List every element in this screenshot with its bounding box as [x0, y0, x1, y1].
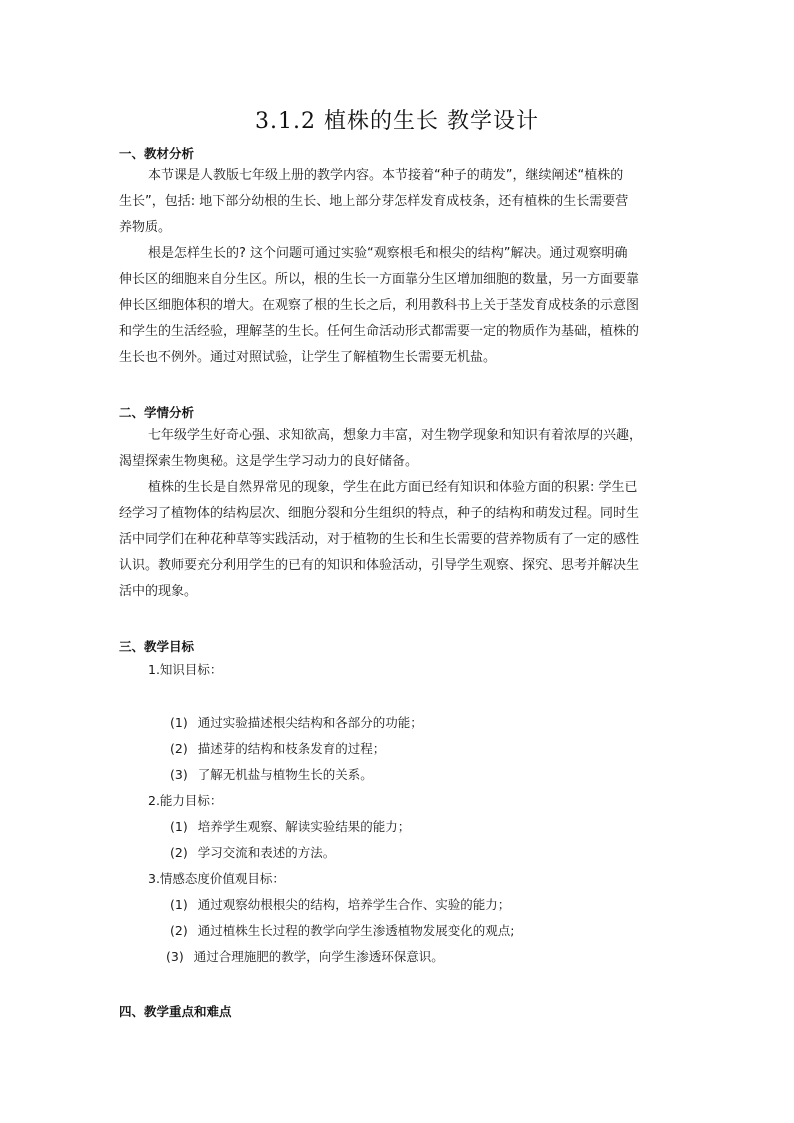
goal-list-item: [170, 897, 510, 913]
item-number: (1): [170, 897, 188, 912]
paragraph-line: 七年级学生好奇心强、求知欲高，想象力丰富，对生物学现象和知识有着浓厚的兴趣，: [148, 428, 643, 443]
paragraph-line: 生长”，包括: 地下部分幼根的生长、地上部分芽怎样发育成枝条，还有植株的生长需要营: [119, 194, 629, 209]
item-number: (2): [170, 923, 188, 938]
goal-list-item: [170, 767, 373, 783]
item-text: 培养学生观察、解读实验结果的能力；: [197, 819, 411, 834]
item-text: 通过实验描述根尖结构和各部分的功能；: [197, 715, 423, 730]
goal-list-item: [170, 845, 335, 861]
attitude-goal-label: 3.情感态度价值观目标：: [148, 871, 285, 886]
section-heading-student-analysis: 二、学情分析: [119, 405, 195, 420]
item-text: 通过观察幼根根尖的结构，培养学生合作、实验的能力；: [197, 897, 511, 912]
item-text: 了解无机盐与植物生长的关系。: [197, 767, 373, 782]
item-text: 学习交流和表述的方法。: [197, 845, 336, 860]
item-text: 通过合理施肥的教学，向学生渗透环保意识。: [193, 949, 444, 964]
item-number: (2): [170, 741, 188, 756]
item-number: (2): [170, 845, 188, 860]
paragraph-line: 生长也不例外。通过对照试验，让学生了解植物生长需要无机盐。: [119, 350, 497, 365]
item-text: 通过植株生长过程的教学向学生渗透植物发展变化的观点;: [197, 923, 515, 938]
paragraph-line: 认识。教师要充分利用学生的已有的知识和体验活动，引导学生观察、探究、思考并解决生: [119, 558, 640, 573]
item-number: (1): [170, 715, 188, 730]
paragraph-line: 植株的生长是自然界常见的现象，学生在此方面已经有知识和体验方面的积累: 学生已: [148, 480, 638, 495]
knowledge-goal-label: 1.知识目标：: [148, 662, 223, 677]
paragraph-line: 伸长区细胞体积的增大。在观察了根的生长之后，利用教科书上关于茎发育成枝条的示意图: [119, 298, 640, 313]
item-number: (3): [170, 767, 188, 782]
paragraph-line: 渴望探索生物奥秘。这是学生学习动力的良好储备。: [119, 454, 419, 469]
paragraph-line: 本节课是人教版七年级上册的教学内容。本节接着“种子的萌发”，继续阐述“植株的: [148, 168, 624, 183]
item-number: (3): [166, 949, 184, 964]
goal-list-item: [170, 819, 410, 835]
document-title: 3.1.2 植株的生长 教学设计: [255, 109, 539, 134]
paragraph-line: 经学习了植物体的结构层次、细胞分裂和分生组织的特点，种子的结构和萌发过程。同时生: [119, 506, 640, 521]
paragraph-line: 活中的现象。: [119, 584, 198, 599]
goal-list-item: [170, 923, 514, 939]
section-heading-key-points: 四、教学重点和难点: [119, 1004, 232, 1019]
section-heading-textbook-analysis: 一、教材分析: [119, 146, 195, 161]
paragraph-line: 活中同学们在种花种草等实践活动，对于植物的生长和生长需要的营养物质有了一定的感性: [119, 532, 640, 547]
item-number: (1): [170, 819, 188, 834]
goal-list-item: [166, 949, 444, 965]
item-text: 描述芽的结构和枝条发育的过程；: [197, 741, 386, 756]
ability-goal-label: 2.能力目标：: [148, 793, 223, 808]
goal-list-item: [170, 715, 423, 731]
paragraph-line: 伸长区的细胞来自分生区。所以，根的生长一方面靠分生区增加细胞的数量，另一方面要靠: [119, 272, 640, 287]
paragraph-line: 根是怎样生长的? 这个问题可通过实验“观察根毛和根尖的结构”解决。通过观察明确: [148, 246, 628, 261]
paragraph-line: 和学生的生活经验，理解茎的生长。任何生命活动形式都需要一定的物质作为基础，植株的: [119, 324, 640, 339]
section-heading-teaching-goals: 三、教学目标: [119, 639, 195, 654]
paragraph-line: 养物质。: [119, 220, 172, 235]
goal-list-item: [170, 741, 385, 757]
